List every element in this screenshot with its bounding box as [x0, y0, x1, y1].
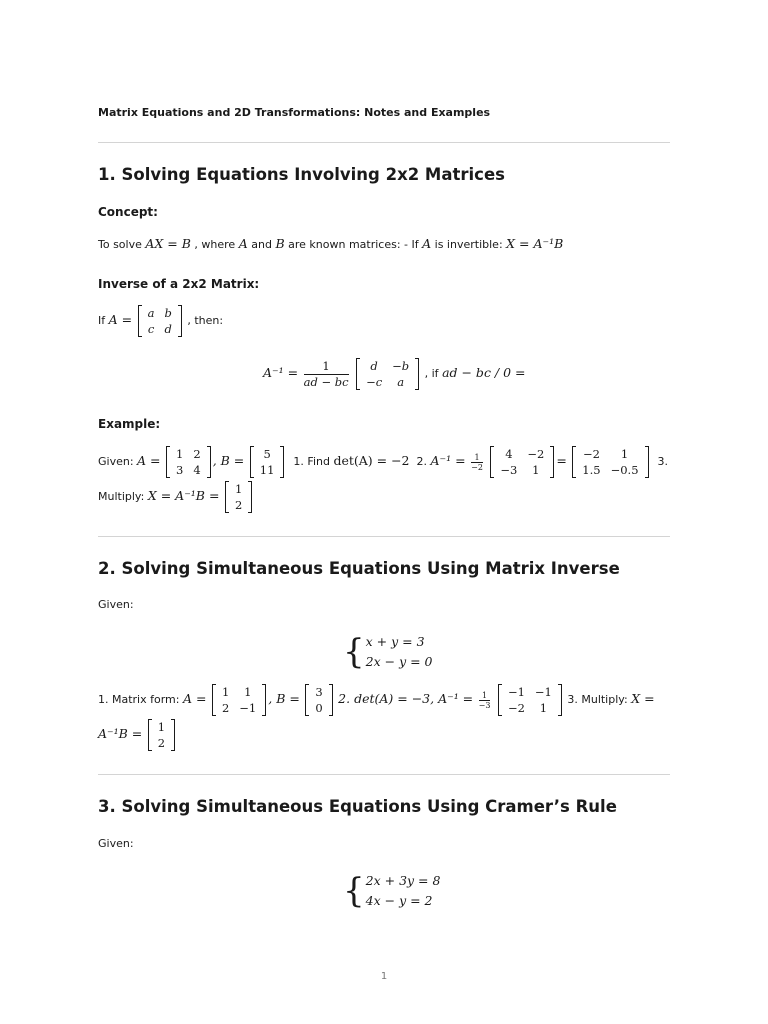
matrix-cell: 5 — [263, 447, 271, 461]
matrix-cell: 1 — [244, 685, 252, 699]
matrix-cell: a — [147, 306, 155, 320]
matrix-cell: 1 — [620, 447, 629, 461]
matrix-adjugate-example — [490, 446, 554, 478]
matrix-cell: 4 — [505, 447, 513, 461]
matrix-cell: −c — [366, 375, 383, 389]
matrix-B — [250, 446, 285, 478]
concept-heading: Concept: — [98, 205, 158, 219]
matrix-cell: d — [370, 359, 378, 373]
matrix-cell: 1 — [221, 685, 230, 699]
matrix-abcd — [138, 305, 182, 337]
concept-text: To solve AX = B , where A and B are known matrices: - If A is invertible: X = A⁻¹B — [98, 236, 564, 251]
matrix-cell: 1 — [176, 447, 184, 461]
matrix-cell: 11 — [259, 463, 275, 477]
divider — [98, 774, 670, 775]
matrix-cell: 1.5 — [582, 463, 601, 477]
inverse-formula: A⁻¹ = $\frac{1}{ad - bc}$ d −b −c a , if ad − bc / 0 = — [263, 358, 526, 389]
equation-system-3: { 2x + 3y = 8 4x − y = 2 — [343, 871, 441, 911]
section-1-heading: 1. Solving Equations Involving 2x2 Matrices — [98, 165, 505, 184]
matrix-inverse-example — [572, 446, 648, 478]
matrix-A2 — [212, 684, 266, 716]
matrix-cell: 4 — [193, 463, 201, 477]
section-2-fraction: $\frac{1}{-3}$ — [478, 690, 491, 710]
matrix-cell: −2 — [507, 701, 525, 715]
matrix-cell: −1 — [507, 685, 525, 699]
inverse-definition: If A = a b c d , then: — [98, 306, 224, 336]
matrix-cell: 3 — [315, 685, 323, 699]
matrix-cell: −0.5 — [610, 463, 639, 477]
matrix-A — [166, 446, 211, 478]
matrix-cell: 1 — [532, 463, 540, 477]
section-3-heading: 3. Solving Simultaneous Equations Using Cramer’s Rule — [98, 797, 617, 816]
divider — [98, 536, 670, 537]
brace-icon: { — [343, 871, 365, 911]
matrix-cell: −2 — [582, 447, 600, 461]
matrix-cell: b — [164, 306, 172, 320]
matrix-cell: 2 — [157, 736, 166, 750]
matrix-cell: −1 — [239, 701, 257, 715]
section-2-heading: 2. Solving Simultaneous Equations Using Matrix Inverse — [98, 559, 620, 578]
section-2-steps-line-1: 1. Matrix form: A = 1 1 2 −1 , B = 3 0 2. det(A) = −3, A⁻¹ = $\frac{1}{-3}$ −1 −1 −2 1 3. Multiply: X = — [98, 685, 655, 715]
section-3-given: Given: — [98, 837, 134, 850]
example-heading: Example: — [98, 417, 161, 431]
matrix-adjugate-2 — [498, 684, 562, 716]
matrix-X2 — [148, 719, 175, 751]
matrix-cell: a — [397, 375, 405, 389]
inverse-heading: Inverse of a 2x2 Matrix: — [98, 277, 260, 291]
matrix-cell: −b — [392, 359, 410, 373]
matrix-B2 — [305, 684, 332, 716]
matrix-adjugate — [356, 358, 419, 390]
matrix-cell: 1 — [157, 720, 166, 734]
matrix-cell: 3 — [176, 463, 184, 477]
matrix-cell: −2 — [527, 447, 545, 461]
matrix-cell: 1 — [234, 482, 243, 496]
example-line-2: Multiply: X = A⁻¹B = 1 2 — [98, 481, 254, 513]
matrix-cell: 2 — [193, 447, 201, 461]
example-fraction: $\frac{1}{-2}$ — [471, 452, 483, 472]
matrix-cell: 2 — [221, 701, 230, 715]
divider — [98, 142, 670, 143]
formula-fraction: $\frac{1}{ad - bc}$ — [303, 358, 349, 389]
document-title: Matrix Equations and 2D Transformations: Notes and Examples — [98, 106, 491, 119]
matrix-cell: 0 — [315, 701, 323, 715]
example-line-1: Given: A = 1 2 3 4 , B = 5 11 1. Find det(A) = −2 2. A⁻¹ = $\frac{1}{-2}$ 4 −2 −3 1 = −2 1 1.5 −0.5 3. — [98, 447, 669, 477]
matrix-cell: 1 — [539, 701, 548, 715]
section-2-steps-line-2: A⁻¹B = 1 2 — [98, 719, 177, 751]
matrix-cell: 2 — [234, 498, 243, 512]
page-number: 1 — [380, 971, 388, 982]
matrix-cell: c — [147, 322, 155, 336]
brace-icon: { — [343, 632, 365, 672]
section-2-given: Given: — [98, 598, 134, 611]
equation-system-2: { x + y = 3 2x − y = 0 — [343, 632, 433, 672]
matrix-cell: −3 — [500, 463, 518, 477]
matrix-cell: −1 — [534, 685, 552, 699]
matrix-X — [225, 481, 252, 513]
matrix-cell: d — [164, 322, 172, 336]
